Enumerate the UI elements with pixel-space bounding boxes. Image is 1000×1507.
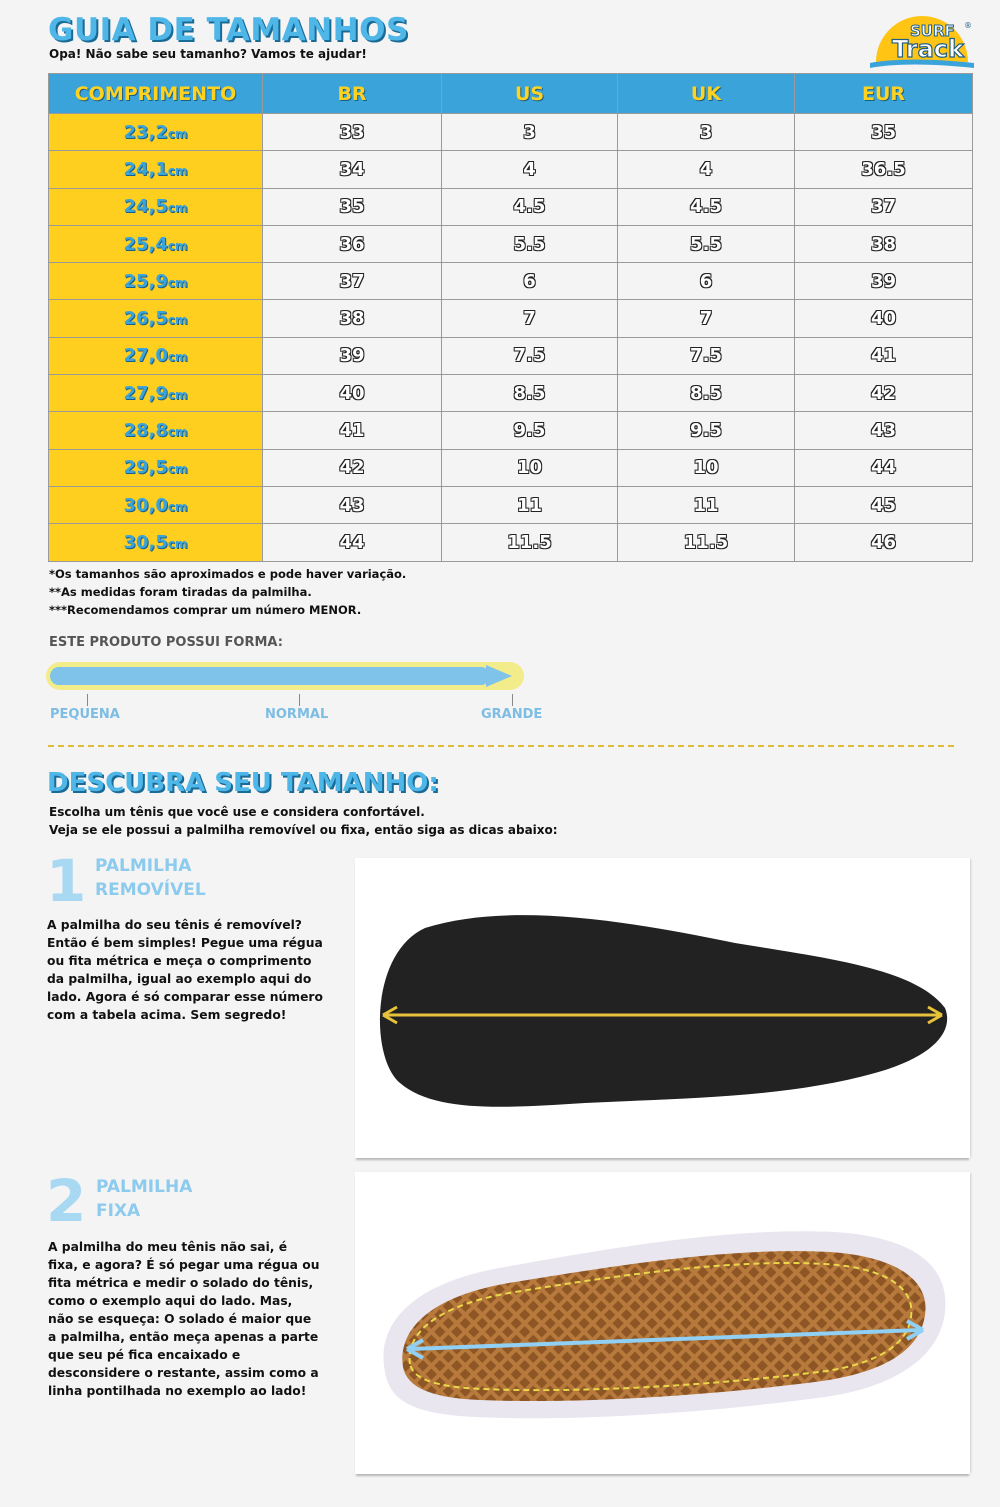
- cell-eur: 43: [795, 412, 973, 449]
- discover-title: DESCUBRA SEU TAMANHO:: [47, 768, 439, 798]
- cell-us: 9.5: [442, 412, 618, 449]
- length-value: 23,2: [123, 121, 168, 143]
- cell-br: 38: [263, 300, 442, 337]
- length-unit: cm: [167, 425, 188, 440]
- table-row: [49, 263, 973, 300]
- cell-eur: 37: [795, 188, 973, 225]
- step-2-number: 2: [46, 1167, 87, 1235]
- page-subtitle: Opa! Não sabe seu tamanho? Vamos te ajudar!: [49, 47, 367, 61]
- cell-br: 39: [263, 337, 442, 374]
- step-2-title-line-2: FIXA: [96, 1201, 141, 1221]
- cell-br: 44: [263, 524, 442, 561]
- cell-eur: 45: [795, 486, 973, 523]
- table-row: [49, 114, 973, 151]
- cell-br: 42: [263, 449, 442, 486]
- table-row: [49, 412, 973, 449]
- removable-insole-photo: [355, 858, 970, 1158]
- step-1-text: A palmilha do seu tênis é removível? Então é bem simples! Pegue uma régua ou fita métrica e meça o comprimento da palmilha, igual ao exemplo aqui do lado. Agora é só comparar esse número com a tabela acima. Sem segredo!: [47, 918, 323, 1022]
- cell-us: 11.5: [442, 524, 618, 561]
- cell-us: 4: [442, 151, 618, 188]
- length-unit: cm: [167, 275, 188, 290]
- forma-scale-bar: [46, 662, 524, 690]
- cell-br: 43: [263, 486, 442, 523]
- step-1-title: [95, 854, 206, 902]
- length-unit: cm: [167, 462, 188, 477]
- cell-us: 7: [442, 300, 618, 337]
- cell-comprimento: [49, 412, 263, 449]
- step-2-title-line-1: PALMILHA: [96, 1177, 193, 1197]
- cell-uk: 7: [618, 300, 795, 337]
- cell-us: 8.5: [442, 375, 618, 412]
- header-us: US: [442, 74, 618, 114]
- cell-us: 6: [442, 263, 618, 300]
- cell-comprimento: [49, 337, 263, 374]
- discover-intro: [49, 803, 558, 839]
- cell-br: 40: [263, 375, 442, 412]
- length-unit: cm: [167, 387, 188, 402]
- cell-eur: 42: [795, 375, 973, 412]
- scale-label-normal: NORMAL: [265, 707, 329, 722]
- cell-eur: 46: [795, 524, 973, 561]
- length-value: 26,5: [123, 308, 168, 330]
- length-unit: cm: [167, 201, 188, 216]
- cell-eur: 38: [795, 225, 973, 262]
- cell-uk: 8.5: [618, 375, 795, 412]
- cell-br: 35: [263, 188, 442, 225]
- table-row: [49, 524, 973, 561]
- cell-uk: 5.5: [618, 225, 795, 262]
- cell-eur: 41: [795, 337, 973, 374]
- table-row: [49, 375, 973, 412]
- logo-text-bottom: Track: [892, 35, 964, 63]
- length-unit: cm: [167, 126, 188, 141]
- header-comprimento: COMPRIMENTO: [49, 74, 263, 114]
- discover-intro-line-1: Escolha um tênis que você use e considera confortável.: [49, 805, 425, 819]
- cell-eur: 40: [795, 300, 973, 337]
- length-value: 30,0: [123, 494, 168, 516]
- note-3: ***Recomendamos comprar um número MENOR.: [49, 603, 362, 617]
- table-row: [49, 225, 973, 262]
- size-table-body: [49, 114, 973, 562]
- cell-comprimento: [49, 300, 263, 337]
- step-1-number: 1: [46, 847, 87, 915]
- note-1: *Os tamanhos são aproximados e pode haver variação.: [49, 567, 407, 581]
- length-value: 29,5: [123, 457, 168, 479]
- cell-br: 34: [263, 151, 442, 188]
- cell-uk: 7.5: [618, 337, 795, 374]
- cell-eur: 35: [795, 114, 973, 151]
- cell-comprimento: [49, 524, 263, 561]
- cell-comprimento: [49, 449, 263, 486]
- section-divider: [48, 745, 954, 747]
- scale-tick-normal: [299, 694, 300, 706]
- cell-comprimento: [49, 263, 263, 300]
- cell-comprimento: [49, 114, 263, 151]
- page-title: GUIA DE TAMANHOS: [48, 12, 409, 48]
- cell-comprimento: [49, 151, 263, 188]
- cell-uk: 6: [618, 263, 795, 300]
- length-value: 27,9: [123, 382, 168, 404]
- table-row: [49, 449, 973, 486]
- length-unit: cm: [167, 499, 188, 514]
- size-table-header: [49, 74, 973, 114]
- scale-tick-pequena: [87, 694, 88, 706]
- length-unit: cm: [167, 238, 188, 253]
- cell-us: 11: [442, 486, 618, 523]
- cell-br: 36: [263, 225, 442, 262]
- length-value: 28,8: [123, 420, 168, 442]
- length-unit: cm: [167, 163, 188, 178]
- table-row: [49, 337, 973, 374]
- scale-label-pequena: PEQUENA: [50, 707, 120, 722]
- header-uk: UK: [618, 74, 795, 114]
- cell-br: 37: [263, 263, 442, 300]
- step-2-text: A palmilha do meu tênis não sai, é fixa, e agora? É só pegar uma régua ou fita métrica e medir o solado do tênis, como o exemplo aqui do lado. Mas, não se esqueça: O solado é maior que a palmilha, então meça apenas a parte que seu pé fica encaixado e desconsidere o restante, assim como a linha pontilhada no exemplo ao lado!: [48, 1240, 320, 1398]
- cell-uk: 3: [618, 114, 795, 151]
- step-1-title-line-2: REMOVÍVEL: [95, 880, 206, 900]
- discover-intro-line-2: Veja se ele possui a palmilha removível ou fixa, então siga as dicas abaixo:: [49, 823, 558, 837]
- cell-us: 5.5: [442, 225, 618, 262]
- length-value: 27,0: [123, 345, 168, 367]
- header-eur: EUR: [795, 74, 973, 114]
- cell-us: 3: [442, 114, 618, 151]
- length-value: 25,9: [123, 270, 168, 292]
- length-unit: cm: [167, 350, 188, 365]
- length-value: 25,4: [123, 233, 168, 255]
- header-br: BR: [263, 74, 442, 114]
- fixed-insole-photo: [355, 1172, 970, 1474]
- cell-br: 33: [263, 114, 442, 151]
- cell-uk: 11.5: [618, 524, 795, 561]
- logo-text-top: SURF: [910, 22, 955, 40]
- length-value: 24,1: [123, 158, 168, 180]
- table-row: [49, 300, 973, 337]
- cell-eur: 36.5: [795, 151, 973, 188]
- cell-uk: 10: [618, 449, 795, 486]
- cell-us: 7.5: [442, 337, 618, 374]
- cell-eur: 44: [795, 449, 973, 486]
- cell-uk: 9.5: [618, 412, 795, 449]
- table-row: [49, 151, 973, 188]
- note-2: **As medidas foram tiradas da palmilha.: [49, 585, 312, 599]
- length-value: 24,5: [123, 196, 168, 218]
- forma-label: ESTE PRODUTO POSSUI FORMA:: [49, 635, 283, 650]
- length-unit: cm: [167, 536, 188, 551]
- scale-tick-grande: [512, 694, 513, 706]
- cell-comprimento: [49, 225, 263, 262]
- cell-eur: 39: [795, 263, 973, 300]
- cell-us: 4.5: [442, 188, 618, 225]
- cell-comprimento: [49, 486, 263, 523]
- length-unit: cm: [167, 313, 188, 328]
- step-2-title: [96, 1175, 192, 1223]
- cell-us: 10: [442, 449, 618, 486]
- cell-uk: 11: [618, 486, 795, 523]
- cell-comprimento: [49, 375, 263, 412]
- step-1-title-line-1: PALMILHA: [95, 856, 192, 876]
- notes: [49, 565, 406, 619]
- surf-track-logo: [868, 10, 978, 70]
- length-value: 30,5: [123, 531, 168, 553]
- cell-comprimento: [49, 188, 263, 225]
- cell-br: 41: [263, 412, 442, 449]
- size-table: [48, 73, 973, 562]
- table-row: [49, 188, 973, 225]
- svg-text:®: ®: [964, 21, 972, 30]
- cell-uk: 4: [618, 151, 795, 188]
- cell-uk: 4.5: [618, 188, 795, 225]
- table-row: [49, 486, 973, 523]
- scale-label-grande: GRANDE: [481, 707, 543, 722]
